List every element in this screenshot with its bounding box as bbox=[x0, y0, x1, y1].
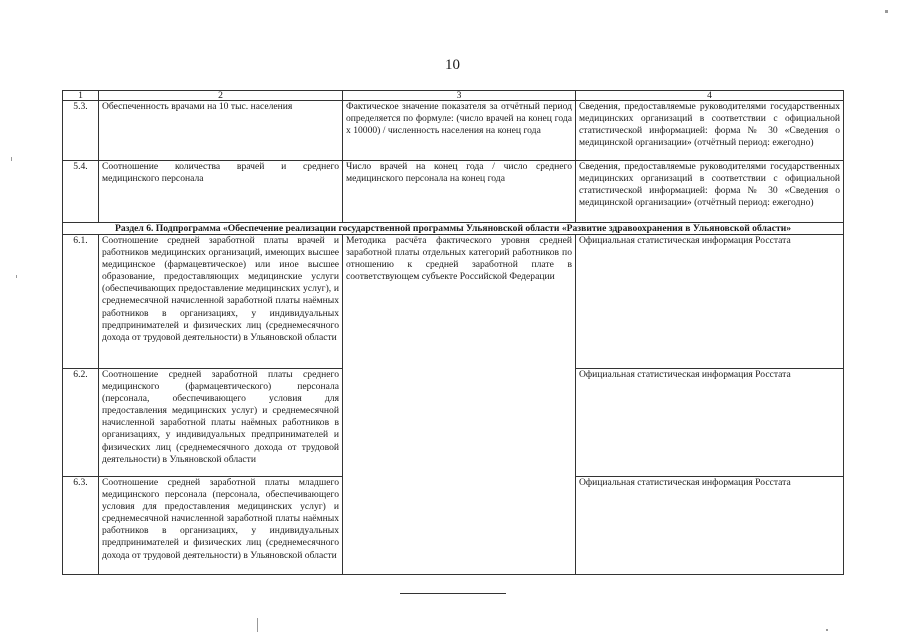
scan-speck bbox=[257, 618, 258, 632]
column-header: 4 bbox=[576, 91, 844, 101]
table-header-row bbox=[63, 91, 844, 101]
row-number: 6.2. bbox=[63, 369, 99, 477]
method-cell: Фактическое значение показателя за отчётный период определяется по формуле: (число врачей на конец года х 10000) / численность населения на конец года bbox=[343, 101, 576, 161]
row-number: 6.1. bbox=[63, 235, 99, 369]
source-cell: Официальная статистическая информация Росстата bbox=[576, 235, 844, 369]
indicator-cell: Соотношение средней заработной платы младшего медицинского персонала (персонала, обеспечивающего условия для предоставления медицинских услуг) и среднемесячной начисленной заработной платы наёмных работников в организациях, у индивидуальных предпринимателей и физических лиц (среднемесячного дохода от трудовой деятельности) в Ульяновской области bbox=[99, 477, 343, 575]
scan-speck bbox=[16, 275, 17, 278]
method-cell: Число врачей на конец года / число среднего медицинского персонала на конец года bbox=[343, 161, 576, 223]
table-row bbox=[63, 235, 844, 369]
row-number: 5.3. bbox=[63, 101, 99, 161]
indicator-cell: Соотношение количества врачей и среднего медицинского персонала bbox=[99, 161, 343, 223]
footnote-divider bbox=[400, 593, 506, 594]
indicators-table bbox=[62, 90, 844, 575]
scan-speck bbox=[885, 10, 888, 13]
scan-speck bbox=[11, 157, 12, 161]
column-header: 1 bbox=[63, 91, 99, 101]
indicator-cell: Соотношение средней заработной платы врачей и работников медицинских организаций, имеющих высшее медицинское (фармацевтическое) или иное высшее образование, предоставляющих медицинские услуги (обеспечивающих предоставление медицинских услуг), и среднемесячной начисленной заработной платы наёмных работников в организациях, у индивидуальных предпринимателей и физических лиц (среднемесячного дохода от трудовой деятельности) в Ульяновской области bbox=[99, 235, 343, 369]
indicator-cell: Соотношение средней заработной платы среднего медицинского (фармацевтического) персонала (персонала, обеспечивающего условия для предоставления медицинских услуг) и среднемесячной начисленной заработной платы наёмных работников в организациях, у индивидуальных предпринимателей и физических лиц (среднемесячного дохода от трудовой деятельности) в Ульяновской области bbox=[99, 369, 343, 477]
column-header: 3 bbox=[343, 91, 576, 101]
table-row bbox=[63, 101, 844, 161]
column-header: 2 bbox=[99, 91, 343, 101]
source-cell: Сведения, предоставляемые руководителями государственных медицинских организаций в соответствии с официальной статистической информацией: форма № 30 «Сведения о медицинской организации» (отчётный период: ежегодно) bbox=[576, 161, 844, 223]
page-number: 10 bbox=[445, 57, 460, 73]
row-number: 6.3. bbox=[63, 477, 99, 575]
table-row bbox=[63, 161, 844, 223]
source-cell: Официальная статистическая информация Росстата bbox=[576, 477, 844, 575]
source-cell: Сведения, предоставляемые руководителями государственных медицинских организаций в соответствии с официальной статистической информацией: форма № 30 «Сведения о медицинской организации» (отчётный период: ежегодно) bbox=[576, 101, 844, 161]
section-header-row bbox=[63, 223, 844, 235]
scan-speck bbox=[826, 629, 828, 631]
method-cell: Методика расчёта фактического уровня средней заработной платы отдельных категорий работников по отношению к средней заработной плате в соответствующем субъекте Российской Федерации bbox=[343, 235, 576, 575]
source-cell: Официальная статистическая информация Росстата bbox=[576, 369, 844, 477]
section-title: Раздел 6. Подпрограмма «Обеспечение реализации государственной программы Ульяновской области «Развитие здравоохранения в Ульяновской области» bbox=[63, 223, 844, 235]
indicator-cell: Обеспеченность врачами на 10 тыс. населения bbox=[99, 101, 343, 161]
row-number: 5.4. bbox=[63, 161, 99, 223]
